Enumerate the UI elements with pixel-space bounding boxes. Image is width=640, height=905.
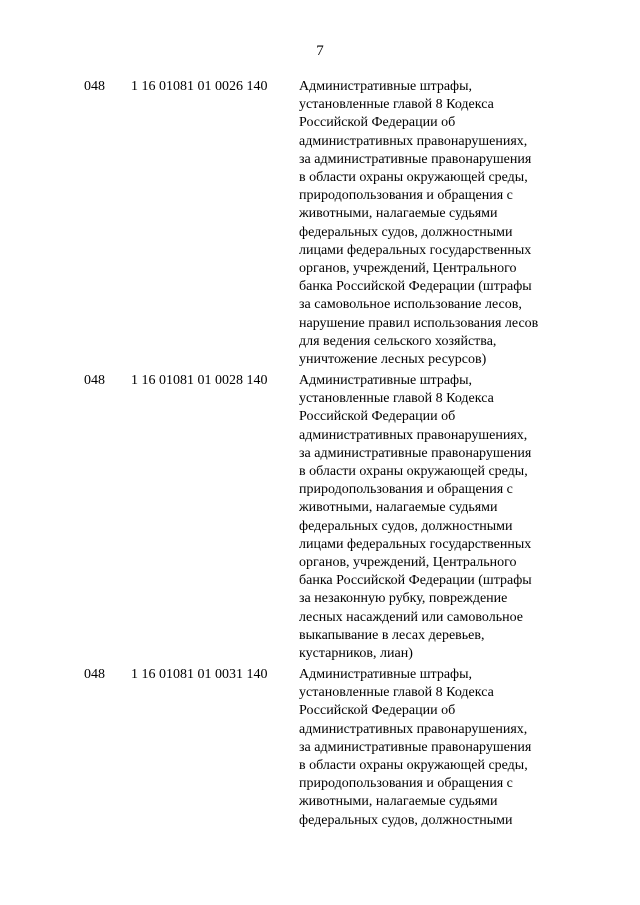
description-line: природопользования и обращения с [299,482,513,498]
description-line: органов, учреждений, Центрального [299,555,517,571]
description-line: выкапывание в лесах деревьев, [299,627,485,643]
description-line: лицами федеральных государственных [299,536,532,552]
income-description [299,666,599,830]
description-line: административных правонарушениях, [299,721,528,737]
income-description [299,78,599,369]
description-line: животными, налагаемые судьями [299,794,498,810]
description-line: Российской Федерации об [299,703,456,719]
description-line: Административные штрафы, [299,667,473,682]
description-line: установленные главой 8 Кодекса [299,685,494,701]
administrator-code: 048 [84,79,105,94]
description-line: за незаконную рубку, повреждение [299,591,508,607]
description-line: лицами федеральных государственных [299,242,532,258]
description-line: природопользования и обращения с [299,776,513,792]
description-line: нарушение правил использования лесов [299,315,539,331]
description-line: лесных насаждений или самовольное [299,609,523,625]
budget-classification-code: 1 16 01081 01 0031 140 [131,667,268,682]
description-line: Административные штрафы, [299,373,473,388]
description-line: Российской Федерации об [299,409,456,425]
description-line: за административные правонарушения [299,739,532,755]
description-line: животными, налагаемые судьями [299,500,498,516]
description-line: Административные штрафы, [299,79,473,94]
description-line: банка Российской Федерации (штрафы [299,279,532,295]
description-line: федеральных судов, должностными [299,812,513,828]
description-line: за самовольное использование лесов, [299,297,522,313]
description-line: установленные главой 8 Кодекса [299,97,494,113]
description-line: в области охраны окружающей среды, [299,758,528,774]
description-line: административных правонарушениях, [299,427,528,443]
description-line: природопользования и обращения с [299,188,513,204]
description-line: за административные правонарушения [299,151,532,167]
description-line: в области охраны окружающей среды, [299,464,528,480]
description-line: федеральных судов, должностными [299,518,513,534]
description-line: Российской Федерации об [299,115,456,131]
description-line: федеральных судов, должностными [299,224,513,240]
description-line: административных правонарушениях, [299,133,528,149]
description-line: за административные правонарушения [299,445,532,461]
page-number: 7 [316,43,324,59]
administrator-code: 048 [84,667,105,682]
description-line: органов, учреждений, Центрального [299,261,517,277]
description-line: в области охраны окружающей среды, [299,170,528,186]
budget-classification-code: 1 16 01081 01 0028 140 [131,373,268,388]
description-line: банка Российской Федерации (штрафы [299,573,532,589]
description-line: уничтожение лесных ресурсов) [299,352,487,368]
administrator-code: 048 [84,373,105,388]
description-line: для ведения сельского хозяйства, [299,333,497,349]
description-line: животными, налагаемые судьями [299,206,498,222]
description-line: установленные главой 8 Кодекса [299,391,494,407]
budget-classification-code: 1 16 01081 01 0026 140 [131,79,268,94]
description-line: кустарников, лиан) [299,646,413,662]
income-description [299,372,599,663]
